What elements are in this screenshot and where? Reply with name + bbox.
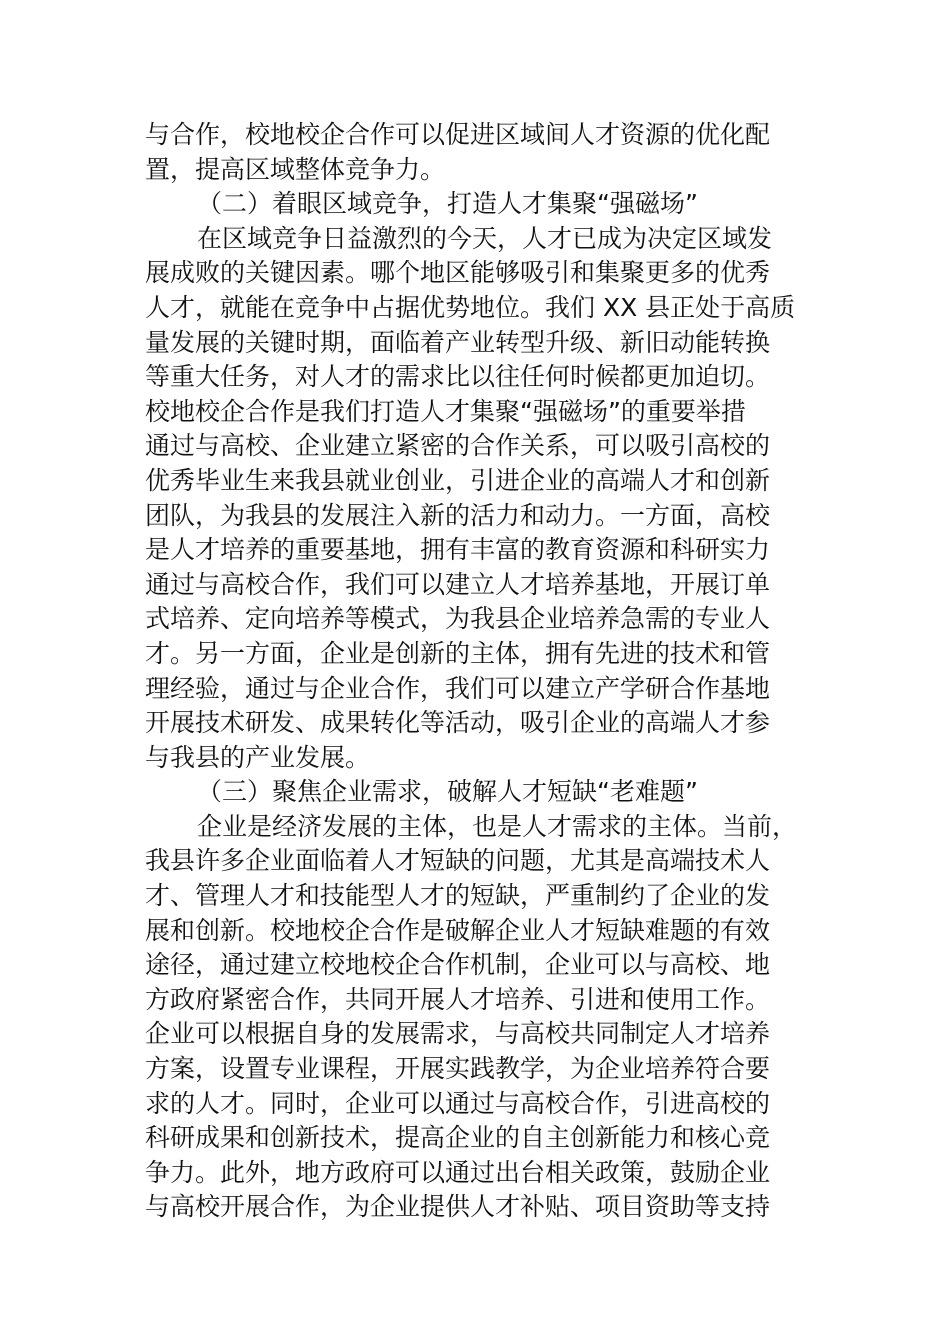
text-line: 方政府紧密合作，共同开展人才培养、引进和使用工作。 (145, 984, 771, 1014)
text-line: 等重大任务，对人才的需求比以往任何时候都更加迫切。 (145, 362, 771, 392)
text-line: 是人才培养的重要基地，拥有丰富的教育资源和科研实力 (145, 535, 771, 565)
text-line: 理经验，通过与企业合作，我们可以建立产学研合作基地 (145, 673, 771, 703)
text-line: 与合作，校地校企合作可以促进区域间人才资源的优化配 (145, 120, 771, 149)
text-line: 式培养、定向培养等模式，为我县企业培养急需的专业人 (145, 604, 771, 634)
text-line: 量发展的关键时期，面临着产业转型升级、新旧动能转换 (145, 327, 771, 357)
text-line: 方案，设置专业课程，开展实践教学，为企业培养符合要 (145, 1054, 771, 1084)
text-line: 企业是经济发展的主体，也是人才需求的主体。当前， (197, 811, 798, 841)
text-line: 开展技术研发、成果转化等活动，吸引企业的高端人才参 (145, 708, 771, 738)
text-line: 优秀毕业生来我县就业创业，引进企业的高端人才和创新 (145, 465, 771, 495)
text-line: 我县许多企业面临着人才短缺的问题，尤其是高端技术人 (145, 846, 771, 876)
text-line: （二）着眼区域竞争，打造人才集聚“强磁场” (197, 189, 698, 219)
text-line: 与我县的产业发展。 (145, 742, 371, 772)
text-line: 与高校开展合作，为企业提供人才补贴、项目资助等支持 (145, 1192, 771, 1222)
text-line: 求的人才。同时，企业可以通过与高校合作，引进高校的 (145, 1088, 771, 1118)
text-line: 置，提高区域整体竞争力。 (145, 154, 446, 184)
text-line: 途径，通过建立校地校企合作机制，企业可以与高校、地 (145, 950, 771, 980)
text-line: 企业可以根据自身的发展需求，与高校共同制定人才培养 (145, 1019, 771, 1049)
text-line: 才、管理人才和技能型人才的短缺，严重制约了企业的发 (145, 881, 771, 911)
text-line: 通过与高校、企业建立紧密的合作关系，可以吸引高校的 (145, 431, 771, 461)
text-line: 在区域竞争日益激烈的今天，人才已成为决定区域发 (197, 223, 773, 253)
text-line: 争力。此外，地方政府可以通过出台相关政策，鼓励企业 (145, 1157, 771, 1187)
text-line: 科研成果和创新技术，提高企业的自主创新能力和核心竞 (145, 1123, 771, 1153)
text-line: 才。另一方面，企业是创新的主体，拥有先进的技术和管 (145, 638, 771, 668)
text-line: 展成败的关键因素。哪个地区能够吸引和集聚更多的优秀 (145, 258, 771, 288)
text-line: 团队，为我县的发展注入新的活力和动力。一方面，高校 (145, 500, 771, 530)
text-line: （三）聚焦企业需求，破解人才短缺“老难题” (197, 777, 698, 807)
text-line: 人才，就能在竞争中占据优势地位。我们 XX 县正处于高质 (145, 292, 796, 322)
document-page (145, 118, 825, 1225)
text-line: 校地校企合作是我们打造人才集聚“强磁场”的重要举措 (145, 396, 746, 426)
text-line: 通过与高校合作，我们可以建立人才培养基地，开展订单 (145, 569, 771, 599)
text-line: 展和创新。校地校企合作是破解企业人才短缺难题的有效 (145, 915, 771, 945)
